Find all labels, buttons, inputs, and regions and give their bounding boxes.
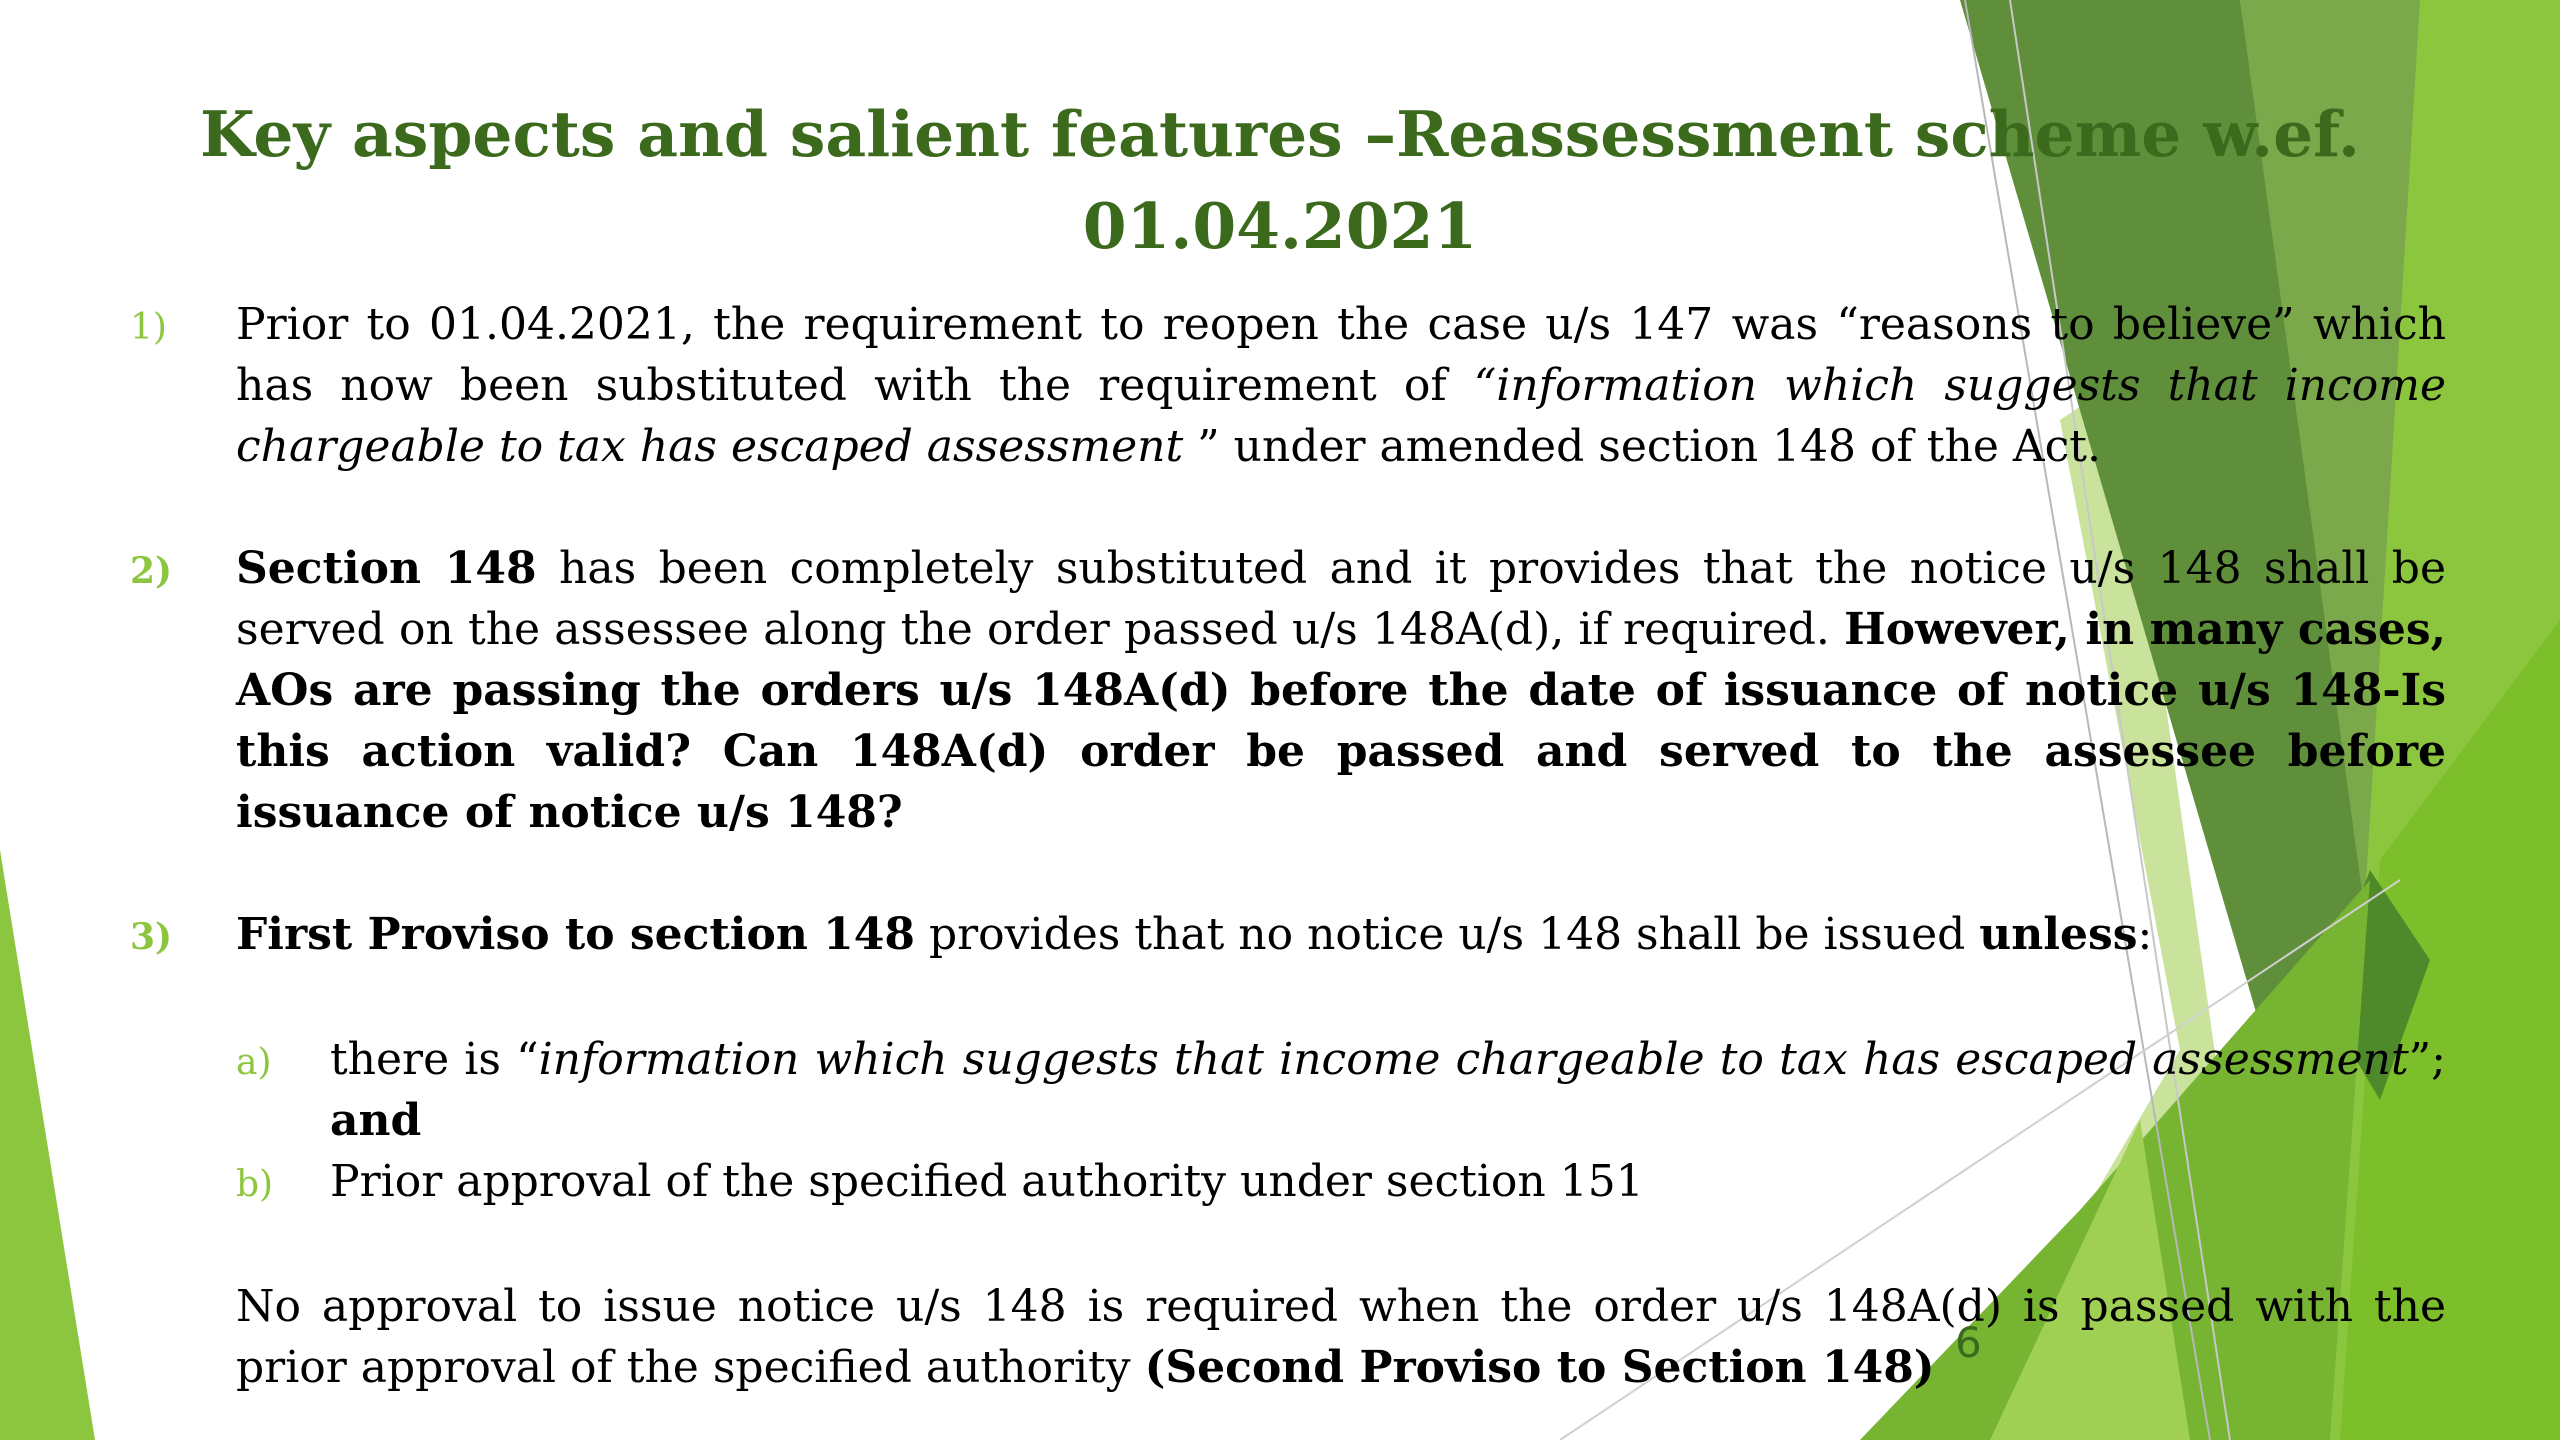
note-text-a: No approval to issue notice u/s 148 is required when the order u/s 148A(d) is passed with the prior approval of the specified authority [236, 1281, 2446, 1393]
sub-item-text: Prior approval of the specified authority under section 151 [330, 1156, 1644, 1207]
slide-title [200, 88, 2360, 272]
item-3-text-c: unless [1979, 909, 2138, 960]
sub-item-b [130, 1151, 2446, 1215]
item-text [236, 538, 2446, 843]
list-item-3 [130, 904, 2446, 968]
list-item-1 [130, 294, 2446, 477]
closing-note [130, 1276, 2446, 1398]
item-1-text-a: Prior to 01.04.2021, the requirement to reopen the case u/s 147 was “reasons to believe” which has now been substituted with the requirement of [236, 299, 2446, 411]
item-number: 3) [130, 916, 173, 958]
item-2-text-c: However, in many cases, AOs are passing the orders u/s 148A(d) before the date of issuance of notice u/s 148-Is this action valid? Can 148A(d) order be passed and served to the assessee before issuance of notice u/s 148? [236, 604, 2446, 838]
item-text [236, 294, 2446, 477]
item-2-text-b: has been completely substituted and it provides that the notice u/s 148 shall be served on the assessee along the order passed u/s 148A(d), if required. [236, 543, 2446, 655]
sub-a-text-a: there is “ [330, 1034, 539, 1085]
item-2-text-a: Section 148 [236, 543, 537, 594]
item-3-text-b: provides that no notice u/s 148 shall be issued [914, 909, 1980, 960]
note-text-b: (Second Proviso to Section 148) [1144, 1342, 1935, 1393]
sub-item-a [130, 1029, 2446, 1151]
sub-a-text-d: and [330, 1095, 422, 1146]
item-1-text-c: ” under amended section 148 of the Act. [1197, 421, 2101, 472]
sub-item-text [330, 1029, 2446, 1151]
left-green-shape [0, 850, 95, 1440]
slide-content [130, 294, 2446, 1398]
title-line-1: Key aspects and salient features –Reassessment scheme w.ef. [200, 97, 2360, 171]
sub-item-letter: b) [236, 1164, 274, 1205]
sub-a-text-c: ”; [2408, 1034, 2446, 1085]
item-3-text-d: : [2137, 909, 2153, 960]
list-item-2 [130, 538, 2446, 843]
sub-item-letter: a) [236, 1042, 272, 1083]
item-text [236, 904, 2446, 965]
sub-a-text-b: information which suggests that income chargeable to tax has escaped assessment [538, 1034, 2409, 1085]
item-number: 2) [130, 550, 173, 592]
title-line-2: 01.04.2021 [1082, 189, 1478, 263]
item-1-text-b: “information which suggests that income chargeable to tax has escaped assessment [236, 360, 2446, 472]
item-3-text-a: First Proviso to section 148 [236, 909, 915, 960]
page-number: 6 [1955, 1318, 1982, 1367]
item-number: 1) [130, 307, 167, 348]
